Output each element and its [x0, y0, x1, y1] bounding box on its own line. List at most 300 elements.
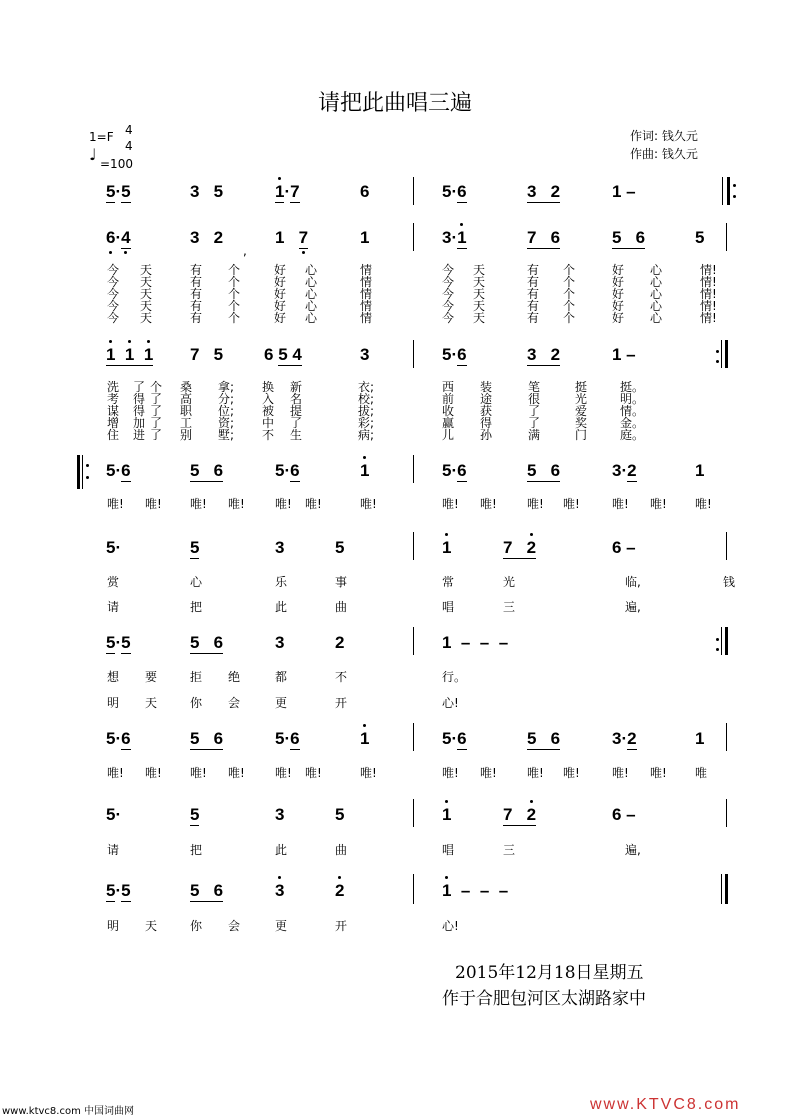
lyric-char: 工 — [180, 416, 193, 430]
lyric-char: 明 — [107, 919, 120, 933]
lyric-char: 得 — [133, 392, 146, 406]
lyric-char: 衣; — [358, 380, 375, 394]
lyric-char: 笔 — [528, 380, 541, 394]
note-group: 3 2 — [527, 345, 561, 364]
note-group: 6 5 4 — [264, 345, 302, 364]
lyric-char: 唯! — [695, 497, 712, 511]
lyric-char: 心 — [650, 287, 663, 301]
lyric-char: 有 — [190, 275, 203, 289]
lyric-char: 个 — [228, 263, 241, 277]
lyric-char: 好 — [612, 287, 625, 301]
note-group: 5 6 — [190, 633, 224, 652]
lyric-char: 换 — [262, 380, 275, 394]
lyric-char: 唯! — [190, 497, 207, 511]
composer-credit: 作曲: 钱久元 — [630, 147, 698, 161]
note-group: 1 – – – — [442, 633, 509, 652]
lyric-char: 唯! — [228, 766, 245, 780]
note: 1 — [360, 228, 370, 247]
note: 2 — [335, 633, 345, 652]
note-group: 5·6 — [442, 461, 467, 480]
lyric-char: 进 — [133, 428, 146, 442]
lyric-char: 拿; — [218, 380, 235, 394]
lyric-char: 临, — [625, 575, 641, 589]
lyric-char: 唯! — [107, 766, 124, 780]
lyric-char: 今 — [442, 275, 455, 289]
lyric-char: 开 — [335, 696, 348, 710]
lyric-char: 金。 — [620, 416, 645, 430]
note-group: 5·6 — [442, 729, 467, 748]
note: 3 — [275, 881, 285, 900]
note-group: 5·6 — [275, 461, 300, 480]
lyric-char: 此 — [275, 843, 288, 857]
repeat-barline — [77, 455, 80, 489]
note-group: 7 5 — [190, 345, 224, 364]
lyric-char: 装 — [480, 380, 493, 394]
barline — [726, 532, 727, 560]
note: 5· — [106, 538, 122, 557]
lyric-char: 好 — [612, 263, 625, 277]
lyric-char: 挺 — [575, 380, 588, 394]
lyric-char: 今 — [107, 299, 120, 313]
lyric-char: 西 — [442, 380, 455, 394]
note-group: 1 1 1 — [106, 345, 154, 364]
lyric-char: 收 — [442, 404, 455, 418]
lyric-char: 情 — [360, 275, 373, 289]
lyric-char: 住 — [107, 428, 120, 442]
lyric-char: 彩; — [358, 416, 375, 430]
lyric-char: 今 — [442, 287, 455, 301]
lyric-char: 心 — [650, 263, 663, 277]
lyric-char: 有 — [190, 287, 203, 301]
lyric-char: 情 — [360, 311, 373, 325]
time-signature-bottom: 4 — [125, 139, 133, 153]
lyric-char: 情! — [700, 299, 717, 313]
note-group: 3·1 — [442, 228, 467, 247]
lyric-char: 情 — [360, 263, 373, 277]
lyric-char: 三 — [503, 600, 516, 614]
lyric-char: 位; — [218, 404, 235, 418]
note-group: 7 6 — [527, 228, 561, 247]
lyric-char: 个 — [228, 311, 241, 325]
lyric-char: 有 — [527, 311, 540, 325]
lyric-char: 唯! — [275, 497, 292, 511]
lyric-char: 你 — [190, 919, 203, 933]
repeat-barline — [725, 627, 728, 655]
lyric-char: 个 — [150, 380, 163, 394]
lyric-char: 奖 — [575, 416, 588, 430]
note-group: 3·2 — [612, 729, 637, 748]
barline — [726, 223, 727, 251]
note: 5 — [190, 805, 200, 824]
lyric-char: 把 — [190, 600, 203, 614]
note-group: 3 2 — [527, 182, 561, 201]
barline — [413, 223, 414, 251]
lyric-char: 事 — [335, 575, 348, 589]
note: 6 — [360, 182, 370, 201]
lyric-char: 要 — [145, 670, 158, 684]
lyric-char: 了 — [528, 416, 541, 430]
lyric-char: 拔; — [358, 404, 375, 418]
note-group: 5 6 — [190, 461, 224, 480]
note-group: 1 – — [612, 345, 636, 364]
lyric-char: 心 — [305, 263, 318, 277]
lyric-char: 请 — [107, 843, 120, 857]
breath-mark: , — [243, 244, 247, 258]
lyric-char: 唯! — [145, 497, 162, 511]
barline — [726, 799, 727, 827]
repeat-dot — [716, 350, 719, 353]
lyric-char: 好 — [274, 263, 287, 277]
lyric-char: 唯! — [360, 497, 377, 511]
lyric-char: 唯! — [360, 766, 377, 780]
lyric-char: 唯! — [442, 497, 459, 511]
note-group: 5·6 — [275, 729, 300, 748]
lyric-char: 墅; — [218, 428, 235, 442]
note-group: 5·6 — [442, 345, 467, 364]
lyric-char: 光 — [575, 392, 588, 406]
lyric-char: 把 — [190, 843, 203, 857]
note-group: 1 – — [612, 182, 636, 201]
lyric-char: 光 — [503, 575, 516, 589]
lyric-char: 职 — [180, 404, 193, 418]
time-signature-top: 4 — [125, 123, 133, 137]
barline — [413, 627, 414, 655]
barline — [722, 177, 723, 205]
lyric-char: 心! — [442, 919, 459, 933]
lyric-char: 心 — [650, 299, 663, 313]
lyric-char: 心 — [305, 311, 318, 325]
lyric-char: 了 — [528, 404, 541, 418]
lyric-char: 今 — [442, 299, 455, 313]
lyric-char: 得 — [133, 404, 146, 418]
lyric-char: 了 — [133, 380, 146, 394]
lyric-char: 获 — [480, 404, 493, 418]
lyric-char: 乐 — [275, 575, 288, 589]
lyric-char: 情! — [700, 311, 717, 325]
note-group: 5·5 — [106, 182, 131, 201]
lyric-char: 今 — [107, 263, 120, 277]
lyric-char: 孙 — [480, 428, 493, 442]
lyric-char: 好 — [612, 299, 625, 313]
lyric-char: 唯! — [145, 766, 162, 780]
lyric-char: 心 — [650, 275, 663, 289]
lyric-char: 爱 — [575, 404, 588, 418]
lyric-char: 情 — [360, 299, 373, 313]
repeat-barline — [721, 340, 722, 368]
lyric-char: 入 — [262, 392, 275, 406]
lyric-char: 门 — [575, 428, 588, 442]
lyric-char: 今 — [107, 287, 120, 301]
lyric-char: 个 — [563, 263, 576, 277]
footer-site-left[interactable]: www.ktvc8.com 中国词曲网 — [2, 1106, 135, 1117]
lyric-char: 挺。 — [620, 380, 645, 394]
tempo-marking: =100 — [100, 157, 133, 171]
barline — [413, 340, 414, 368]
lyric-char: 常 — [442, 575, 455, 589]
lyric-char: 心! — [442, 696, 459, 710]
lyric-char: 情 — [360, 287, 373, 301]
lyric-char: 前 — [442, 392, 455, 406]
repeat-dot — [716, 638, 719, 641]
lyric-char: 心 — [190, 575, 203, 589]
lyric-char: 天 — [473, 299, 486, 313]
note-group: 5·6 — [442, 182, 467, 201]
note: 2 — [335, 881, 345, 900]
note: 1 — [442, 538, 452, 557]
lyric-char: 心 — [305, 287, 318, 301]
lyric-char: 更 — [275, 919, 288, 933]
repeat-dot — [716, 360, 719, 363]
note-group: 1 7 — [275, 228, 309, 247]
lyric-char: 有 — [527, 287, 540, 301]
lyric-char: 赢 — [442, 416, 455, 430]
lyric-char: 遍, — [625, 843, 641, 857]
lyric-char: 个 — [228, 275, 241, 289]
lyric-char: 了 — [150, 416, 163, 430]
lyric-char: 天 — [473, 287, 486, 301]
lyric-char: 拒 — [190, 670, 203, 684]
repeat-dot — [86, 464, 89, 467]
repeat-dot — [86, 476, 89, 479]
lyric-char: 赏 — [107, 575, 120, 589]
note-group: 5·5 — [106, 881, 131, 900]
lyric-char: 天 — [473, 275, 486, 289]
lyric-char: 都 — [275, 670, 288, 684]
lyric-char: 了 — [150, 404, 163, 418]
lyric-char: 天 — [140, 275, 153, 289]
lyric-char: 庭。 — [620, 428, 645, 442]
lyric-char: 生 — [290, 428, 303, 442]
lyric-char: 得 — [480, 416, 493, 430]
lyric-char: 行。 — [442, 670, 467, 684]
barline — [413, 799, 414, 827]
note: 5 — [190, 538, 200, 557]
barline — [413, 455, 414, 483]
lyric-char: 被 — [262, 404, 275, 418]
lyric-char: 心 — [650, 311, 663, 325]
barline — [413, 874, 414, 904]
note-group: 5 6 — [190, 729, 224, 748]
lyric-char: 开 — [335, 919, 348, 933]
composition-place: 作于合肥包河区太湖路家中 — [442, 989, 646, 1009]
repeat-barline — [727, 177, 730, 205]
final-barline — [721, 874, 722, 904]
lyric-char: 会 — [228, 696, 241, 710]
lyric-char: 唯! — [480, 497, 497, 511]
lyric-char: 唯! — [305, 766, 322, 780]
lyric-char: 校; — [358, 392, 375, 406]
note-group: 5 6 — [190, 881, 224, 900]
lyric-char: 唯! — [190, 766, 207, 780]
lyric-char: 唯! — [650, 497, 667, 511]
note-group: 3 5 — [190, 182, 224, 201]
barline — [726, 723, 727, 751]
lyric-char: 好 — [274, 275, 287, 289]
page-title: 请把此曲唱三遍 — [317, 91, 472, 116]
lyric-char: 桑 — [180, 380, 193, 394]
lyric-char: 增 — [107, 416, 120, 430]
note-group: 1 – – – — [442, 881, 509, 900]
lyric-char: 想 — [107, 670, 120, 684]
note-group: 3·2 — [612, 461, 637, 480]
barline — [413, 177, 414, 205]
note: 1 — [360, 729, 370, 748]
note: 3 — [275, 805, 285, 824]
lyric-char: 提 — [290, 404, 303, 418]
note-group: 3 2 — [190, 228, 224, 247]
lyric-char: 满 — [528, 428, 541, 442]
lyric-char: 有 — [190, 299, 203, 313]
lyric-char: 有 — [190, 311, 203, 325]
lyric-char: 天 — [145, 919, 158, 933]
lyric-char: 有 — [527, 263, 540, 277]
key-signature: 1=F — [89, 130, 114, 144]
lyric-char: 个 — [228, 299, 241, 313]
lyric-char: 唯! — [107, 497, 124, 511]
note: 3 — [275, 633, 285, 652]
lyric-char: 唯! — [563, 497, 580, 511]
lyric-char: 明 — [107, 696, 120, 710]
lyric-char: 高 — [180, 392, 193, 406]
lyric-char: 加 — [133, 416, 146, 430]
lyric-char: 天 — [145, 696, 158, 710]
lyric-char: 唯! — [527, 497, 544, 511]
repeat-dot — [733, 195, 736, 198]
note: 5 — [335, 538, 345, 557]
lyric-char: 病; — [358, 428, 375, 442]
note: 3 — [275, 538, 285, 557]
lyric-char: 了 — [150, 428, 163, 442]
lyric-char: 请 — [107, 600, 120, 614]
lyric-char: 情。 — [620, 404, 645, 418]
lyric-char: 天 — [140, 311, 153, 325]
lyric-char: 不 — [262, 428, 275, 442]
lyric-char: 今 — [107, 311, 120, 325]
note-group: 5·5 — [106, 633, 131, 652]
lyric-char: 唯! — [563, 766, 580, 780]
lyric-char: 唯! — [228, 497, 245, 511]
lyric-char: 情! — [700, 275, 717, 289]
footer-site-right[interactable]: www.KTVC8.com — [590, 1096, 741, 1113]
lyric-char: 情! — [700, 287, 717, 301]
lyric-char: 儿 — [442, 428, 455, 442]
note-group: 6 – — [612, 538, 636, 557]
composition-date: 2015年12月18日星期五 — [455, 963, 644, 983]
note: 1 — [695, 461, 705, 480]
note-group: 7 2 — [503, 805, 537, 824]
lyric-char: 途 — [480, 392, 493, 406]
lyric-char: 有 — [190, 263, 203, 277]
repeat-barline — [721, 627, 722, 655]
lyric-char: 个 — [563, 287, 576, 301]
note-group: 7 2 — [503, 538, 537, 557]
lyric-char: 今 — [442, 311, 455, 325]
lyric-char: 天 — [140, 263, 153, 277]
lyric-char: 唯! — [650, 766, 667, 780]
lyric-char: 名 — [290, 392, 303, 406]
lyric-char: 唯 — [695, 766, 708, 780]
lyric-char: 天 — [473, 263, 486, 277]
lyric-char: 考 — [107, 392, 120, 406]
lyric-char: 你 — [190, 696, 203, 710]
lyric-char: 更 — [275, 696, 288, 710]
lyric-char: 唯! — [442, 766, 459, 780]
repeat-barline — [725, 340, 728, 368]
lyric-char: 唯! — [305, 497, 322, 511]
lyric-char: 唯! — [275, 766, 292, 780]
lyric-char: 明。 — [620, 392, 645, 406]
lyric-char: 有 — [527, 299, 540, 313]
lyric-char: 个 — [563, 275, 576, 289]
lyric-char: 唯! — [612, 766, 629, 780]
lyric-char: 分; — [218, 392, 235, 406]
lyric-char: 会 — [228, 919, 241, 933]
lyric-char: 了 — [150, 392, 163, 406]
lyric-char: 心 — [305, 275, 318, 289]
lyric-char: 情! — [700, 263, 717, 277]
repeat-barline — [82, 455, 83, 489]
note: 5 — [695, 228, 705, 247]
lyric-char: 今 — [442, 263, 455, 277]
note: 3 — [360, 345, 370, 364]
note-group: 5·6 — [106, 461, 131, 480]
lyric-char: 谋 — [107, 404, 120, 418]
lyric-char: 天 — [473, 311, 486, 325]
note-group: 5 6 — [612, 228, 646, 247]
lyric-char: 唯! — [527, 766, 544, 780]
note-group: 6·4 — [106, 228, 131, 247]
lyric-char: 个 — [563, 311, 576, 325]
note: 1 — [442, 805, 452, 824]
lyric-char: 唱 — [442, 843, 455, 857]
lyric-char: 有 — [527, 275, 540, 289]
lyric-char: 此 — [275, 600, 288, 614]
lyric-char: 唱 — [442, 600, 455, 614]
note-group: 5 6 — [527, 461, 561, 480]
lyric-char: 唯! — [480, 766, 497, 780]
lyricist-credit: 作词: 钱久元 — [630, 129, 698, 143]
lyric-char: 好 — [612, 311, 625, 325]
lyric-char: 绝 — [228, 670, 241, 684]
lyric-char: 遍, — [625, 600, 641, 614]
quarter-note-icon: ♩ — [89, 145, 97, 164]
final-barline — [725, 874, 728, 904]
lyric-char: 新 — [290, 380, 303, 394]
lyric-char: 心 — [305, 299, 318, 313]
lyric-char: 个 — [228, 287, 241, 301]
note: 5 — [335, 805, 345, 824]
lyric-char: 个 — [563, 299, 576, 313]
note-group: 1·7 — [275, 182, 300, 201]
lyric-char: 好 — [612, 275, 625, 289]
lyric-char: 别 — [180, 428, 193, 442]
lyric-char: 好 — [274, 287, 287, 301]
note-group: 6 – — [612, 805, 636, 824]
repeat-dot — [733, 184, 736, 187]
lyric-char: 天 — [140, 287, 153, 301]
lyric-char: 曲 — [335, 843, 348, 857]
lyric-char: 很 — [528, 392, 541, 406]
lyric-char: 资; — [218, 416, 235, 430]
lyric-char: 三 — [503, 843, 516, 857]
note: 5· — [106, 805, 122, 824]
lyric-char: 好 — [274, 311, 287, 325]
lyric-char: 钱 — [723, 575, 736, 589]
note: 1 — [360, 461, 370, 480]
lyric-char: 天 — [140, 299, 153, 313]
note-group: 5 6 — [527, 729, 561, 748]
note: 1 — [695, 729, 705, 748]
